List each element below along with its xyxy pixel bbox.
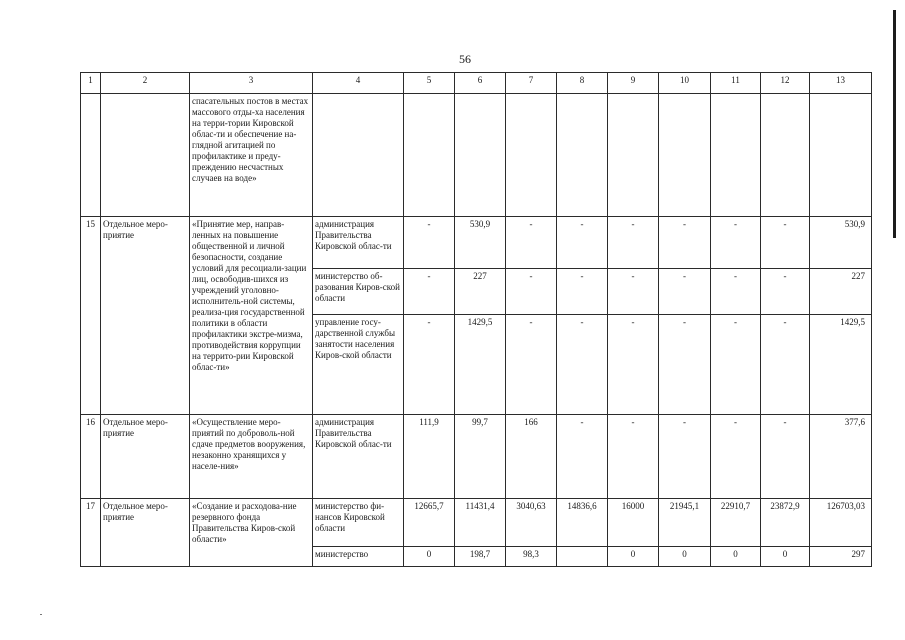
value-cell: 0 <box>761 547 810 567</box>
value-cell: 16000 <box>608 499 659 547</box>
event-name-cell: «Создание и расходова-ние резервного фонда Правительства Киров-ской области» <box>190 499 313 567</box>
value-cell: - <box>761 415 810 499</box>
row-number-cell: 17 <box>81 499 101 567</box>
value-cell: - <box>404 269 455 315</box>
event-type-cell: Отдельное меро-приятие <box>101 217 190 415</box>
value-cell <box>659 94 711 217</box>
value-cell: - <box>557 415 608 499</box>
value-cell: - <box>404 315 455 415</box>
event-name-cell: спасательных постов в местах массового отды-ха населения на терри-тории Кировской облас-ти и обеспечение на-глядной агитацией по профилактике и преду-преждению несчастных случаев на воде» <box>190 94 313 217</box>
total-cell <box>810 94 872 217</box>
value-cell: - <box>761 217 810 269</box>
value-cell: - <box>506 269 557 315</box>
header-cell: 5 <box>404 73 455 94</box>
value-cell: - <box>557 315 608 415</box>
value-cell: 14836,6 <box>557 499 608 547</box>
scan-speck <box>40 614 42 615</box>
value-cell: - <box>659 217 711 269</box>
value-cell: - <box>506 217 557 269</box>
header-cell: 2 <box>101 73 190 94</box>
value-cell <box>711 94 761 217</box>
page-number: 56 <box>459 52 471 66</box>
value-cell: 0 <box>711 547 761 567</box>
event-name-cell: «Принятие мер, направ-ленных на повышение общественной и личной безопасности, создание условий для ресоциали-зации лиц, освободив-шихся из учреждений уголовно-исполнитель-ной системы, реализа-ция государственной политики в области профилактики экстре-мизма, противодействия коррупции на террито-рии Кировской облас-ти» <box>190 217 313 415</box>
executor-cell <box>313 94 404 217</box>
event-type-cell: Отдельное меро-приятие <box>101 499 190 567</box>
total-cell: 227 <box>810 269 872 315</box>
value-cell: 98,3 <box>506 547 557 567</box>
header-cell: 10 <box>659 73 711 94</box>
value-cell: - <box>404 217 455 269</box>
value-cell <box>404 94 455 217</box>
value-cell: - <box>608 269 659 315</box>
executor-cell: министерство об-разования Киров-ской области <box>313 269 404 315</box>
value-cell <box>608 94 659 217</box>
table-row <box>81 499 872 547</box>
program-table <box>80 72 872 567</box>
value-cell: - <box>608 415 659 499</box>
value-cell: - <box>711 315 761 415</box>
value-cell: - <box>659 315 711 415</box>
value-cell: 0 <box>608 547 659 567</box>
value-cell: - <box>557 217 608 269</box>
row-number-cell <box>81 94 101 217</box>
value-cell: - <box>659 415 711 499</box>
value-cell: - <box>506 315 557 415</box>
value-cell: 166 <box>506 415 557 499</box>
value-cell <box>761 94 810 217</box>
executor-cell: министерство <box>313 547 404 567</box>
row-number-cell: 16 <box>81 415 101 499</box>
value-cell <box>506 94 557 217</box>
value-cell <box>557 94 608 217</box>
value-cell: - <box>659 269 711 315</box>
header-cell: 12 <box>761 73 810 94</box>
header-cell: 4 <box>313 73 404 94</box>
header-cell: 1 <box>81 73 101 94</box>
total-cell: 126703,03 <box>810 499 872 547</box>
value-cell: 0 <box>659 547 711 567</box>
executor-cell: министерство фи-нансов Кировской области <box>313 499 404 547</box>
value-cell: 23872,9 <box>761 499 810 547</box>
value-cell: 21945,1 <box>659 499 711 547</box>
header-cell: 3 <box>190 73 313 94</box>
executor-cell: администрация Правительства Кировской облас-ти <box>313 415 404 499</box>
value-cell: 198,7 <box>455 547 506 567</box>
value-cell: - <box>711 269 761 315</box>
value-cell: - <box>761 269 810 315</box>
header-cell: 6 <box>455 73 506 94</box>
value-cell: 530,9 <box>455 217 506 269</box>
value-cell: 0 <box>404 547 455 567</box>
value-cell: - <box>711 217 761 269</box>
total-cell: 530,9 <box>810 217 872 269</box>
table-header-row <box>81 73 872 94</box>
event-type-cell: Отдельное меро-приятие <box>101 415 190 499</box>
event-type-cell <box>101 94 190 217</box>
header-cell: 7 <box>506 73 557 94</box>
value-cell: - <box>608 315 659 415</box>
value-cell: 1429,5 <box>455 315 506 415</box>
executor-cell: администрация Правительства Кировской облас-ти <box>313 217 404 269</box>
event-name-cell: «Осуществление меро-приятий по доброволь-ной сдаче предметов вооружения, незаконно хранящихся у населе-ния» <box>190 415 313 499</box>
value-cell: - <box>557 269 608 315</box>
header-cell: 8 <box>557 73 608 94</box>
value-cell: 3040,63 <box>506 499 557 547</box>
total-cell: 1429,5 <box>810 315 872 415</box>
value-cell: 99,7 <box>455 415 506 499</box>
value-cell: 227 <box>455 269 506 315</box>
table-row <box>81 415 872 499</box>
value-cell: 11431,4 <box>455 499 506 547</box>
value-cell: 12665,7 <box>404 499 455 547</box>
header-cell: 11 <box>711 73 761 94</box>
total-cell: 297 <box>810 547 872 567</box>
value-cell <box>557 547 608 567</box>
table-row <box>81 217 872 269</box>
table-row <box>81 94 872 217</box>
executor-cell: управление госу-дарственной службы занятости населения Киров-ской области <box>313 315 404 415</box>
total-cell: 377,6 <box>810 415 872 499</box>
value-cell: 22910,7 <box>711 499 761 547</box>
header-cell: 9 <box>608 73 659 94</box>
header-cell: 13 <box>810 73 872 94</box>
value-cell <box>455 94 506 217</box>
value-cell: - <box>711 415 761 499</box>
row-number-cell: 15 <box>81 217 101 415</box>
value-cell: - <box>608 217 659 269</box>
scan-edge-line <box>893 10 896 238</box>
value-cell: - <box>761 315 810 415</box>
value-cell: 111,9 <box>404 415 455 499</box>
